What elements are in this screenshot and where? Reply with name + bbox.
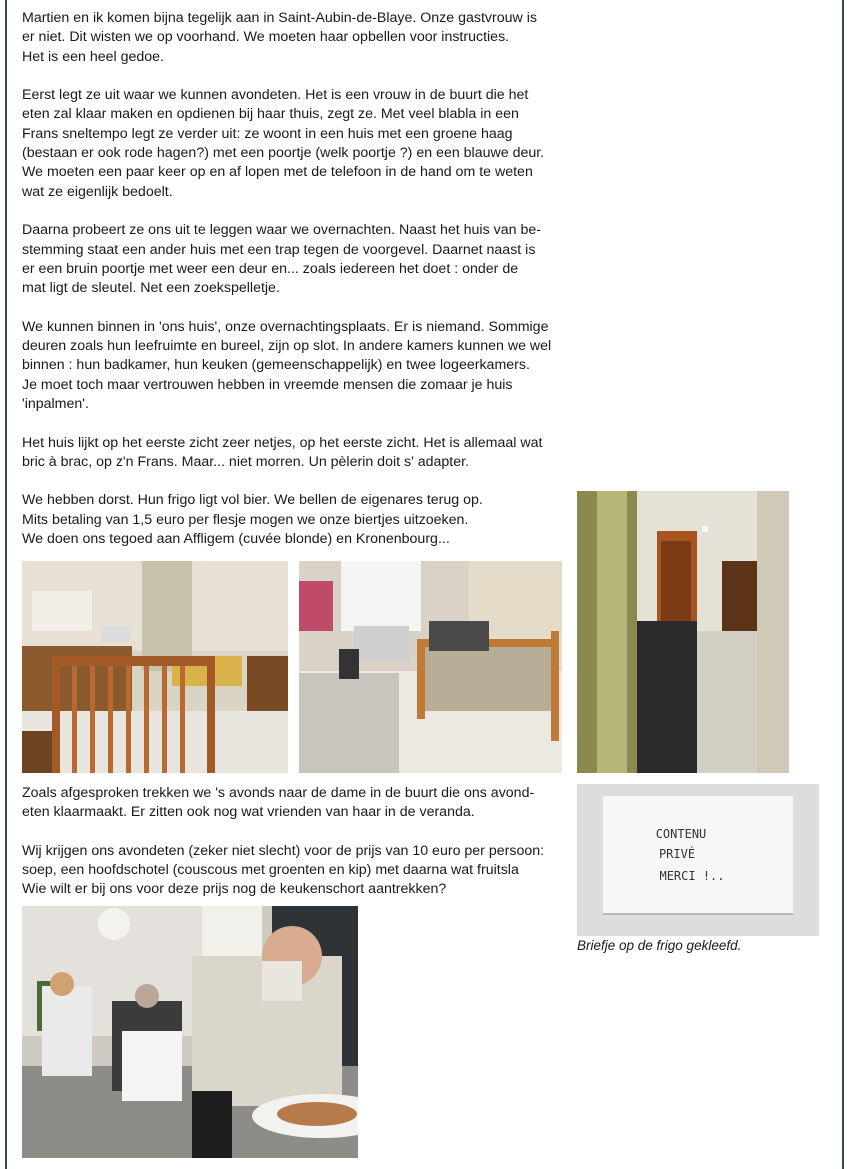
kitchen-photo: [22, 561, 288, 773]
paragraph: Martien en ik komen bijna tegelijk aan in Saint-Aubin-de-Blaye. Onze gastvrouw is er niet. Dit wisten we op voorhand. We moeten haar opbellen voor instructies. Het is een heel gedoe.: [22, 10, 537, 65]
page-border-right: [842, 0, 844, 1169]
photo-caption: Briefje op de frigo gekleefd.: [577, 938, 742, 953]
paragraph: We hebben dorst. Hun frigo ligt vol bier. We bellen de eigenares terug op. Mits betaling van 1,5 euro per flesje mogen we onze biertjes uitzoeken. We doen ons tegoed aan Affligem (cuvée blonde) en Kronenbourg...: [22, 492, 483, 548]
page-border-left: [5, 0, 7, 1169]
note-text-line-1: CONTENU: [655, 827, 707, 841]
paragraph: Wij krijgen ons avondeten (zeker niet slecht) voor de prijs van 10 euro per persoon: soep, een hoofdschotel (couscous met groenten en kip) met daarna wat fruitsla Wie wilt er bij ons voor deze prijs nog de keukenschort aantrekken?: [22, 842, 545, 898]
hallway-photo: [577, 491, 789, 773]
note-text-line-2: PRIVÉ: [658, 847, 696, 861]
paragraph: Daarna probeert ze ons uit te leggen waar we overnachten. Naast het huis van be- stemming staat een ander huis met een trap tegen de voorgevel. Daarnet naast is er een bruin poortje met weer een deur en... zoals iedereen het doet : onder de mat ligt de sleutel. Net een zoekspelletje.: [22, 222, 541, 297]
paragraph: Eerst legt ze uit waar we kunnen avondeten. Het is een vrouw in de buurt die het eten zal klaar maken en opdienen bij haar thuis, zegt ze. Met veel blabla in een Frans sneltempo legt ze verder uit: ze woont in een huis met een groene haag (bestaan er ook rode hagen?) met een poortje (welk poortje ?) en een blauwe deur. We moeten een paar keer op en af lopen met de telefoon in de hand om te weten wat ze eigenlijk bedoelt.: [22, 87, 545, 200]
bedroom-photo: [299, 561, 562, 773]
paragraph: We kunnen binnen in 'ons huis', onze overnachtingsplaats. Er is niemand. Sommige deuren zoals hun leefruimte en bureel, zijn op slot. In andere kamers kunnen we wel binnen : hun badkamer, hun keuken (gemeenschappelijk) en twee logeerkamers. Je moet toch maar vertrouwen hebben in vreemde mensen die zomaar je huis 'inpalmen'.: [22, 318, 552, 412]
text-block-bottom: [22, 784, 567, 900]
text-block-top: [22, 9, 567, 549]
dinner-photo: [22, 906, 358, 1158]
paragraph: Het huis lijkt op het eerste zicht zeer netjes, op het eerste zicht. Het is allemaal wat bric à brac, op z'n Frans. Maar... niet morren. Un pèlerin doit s' adapter.: [22, 434, 543, 470]
note-text-line-3: MERCI !..: [659, 869, 725, 883]
paragraph: Zoals afgesproken trekken we 's avonds naar de dame in de buurt die ons avond- eten klaarmaakt. Er zitten ook nog wat vrienden van haar in de veranda.: [22, 785, 535, 821]
fridge-note-photo: [577, 784, 819, 936]
